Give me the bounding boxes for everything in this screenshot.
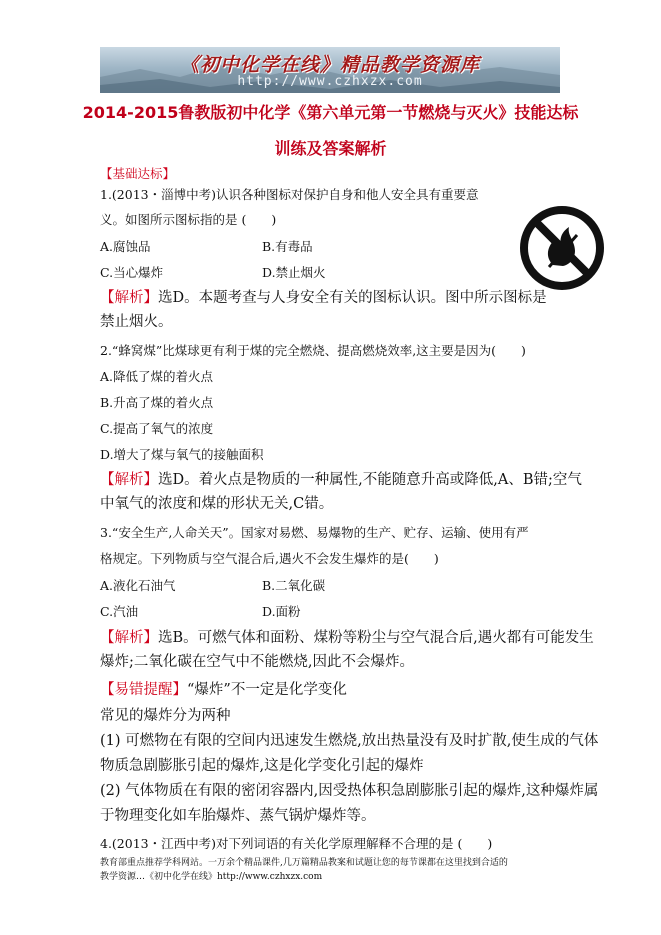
tip-tag: 【易错提醒】: [100, 682, 187, 698]
banner-url[interactable]: http://www.czhxzx.com: [237, 74, 423, 89]
explanation-tag: 【解析】: [100, 630, 158, 646]
q1-stem-line1: 1.(2013・淄博中考)认识各种图标对保护自身和他人安全具有重要意: [100, 187, 479, 202]
q4-stem: 4.(2013・江西中考)对下列词语的有关化学原理解释不合理的是 ( ): [100, 836, 493, 851]
q3-option-b: B.二氧化碳: [262, 578, 326, 593]
q1-option-d: D.禁止烟火: [262, 265, 326, 280]
q1-explanation-text: 选D。本题考查与人身安全有关的图标认识。图中所示图标是: [158, 290, 547, 306]
q3-option-d: D.面粉: [262, 604, 301, 619]
q1-option-a: A.腐蚀品: [100, 239, 151, 254]
tip-heading: [100, 678, 347, 699]
document-title-line2: 训练及答案解析: [274, 139, 387, 158]
q2-option-b: B.升高了煤的着火点: [100, 395, 214, 410]
footer-line1: 教育部重点推荐学科网站。一万余个精品课件,几万篇精品教案和试题让您的每节课都在这里找到合适的: [100, 858, 508, 868]
q1-explanation-line2: 禁止烟火。: [100, 314, 173, 330]
tip-point2-line1: (2) 气体物质在有限的密闭容器内,因受热体积急剧膨胀引起的爆炸,这种爆炸属: [100, 783, 599, 799]
footer-line2[interactable]: 教学资源…《初中化学在线》http://www.czhxzx.com: [100, 872, 323, 882]
q1-stem-line2: 义。如图所示图标指的是 ( ): [100, 212, 277, 227]
document-title-line1: 2014-2015鲁教版初中化学《第六单元第一节燃烧与灭火》技能达标: [82, 103, 579, 122]
q3-option-c: C.汽油: [100, 604, 139, 619]
q1-option-b: B.有毒品: [262, 239, 313, 254]
tip-intro: 常见的爆炸分为两种: [100, 708, 231, 724]
banner-title: 《初中化学在线》精品教学资源库: [179, 54, 480, 76]
q2-stem: 2.“蜂窝煤”比煤球更有利于煤的完全燃烧、提高燃烧效率,这主要是因为( ): [100, 343, 526, 358]
q3-option-a: A.液化石油气: [100, 578, 176, 593]
page-footer: [100, 856, 570, 884]
q3-explanation-text: 选B。可燃气体和面粉、煤粉等粉尘与空气混合后,遇火都有可能发生: [158, 630, 594, 646]
tip-point1-line2: 物质急剧膨胀引起的爆炸,这是化学变化引起的爆炸: [100, 758, 424, 774]
explanation-tag: 【解析】: [100, 290, 158, 306]
tip-heading-text: “爆炸”不一定是化学变化: [187, 682, 347, 698]
q1-explanation-line1: [100, 286, 547, 307]
header-banner: [100, 47, 560, 93]
q2-explanation-text: 选D。着火点是物质的一种属性,不能随意升高或降低,A、B错;空气: [158, 472, 582, 488]
tip-point2-line2: 于物理变化如车胎爆炸、蒸气锅炉爆炸等。: [100, 808, 376, 824]
q3-explanation-line2: 爆炸;二氧化碳在空气中不能燃烧,因此不会爆炸。: [100, 654, 414, 670]
q1-option-c: C.当心爆炸: [100, 265, 164, 280]
tip-point1-line1: (1) 可燃物在有限的空间内迅速发生燃烧,放出热量没有及时扩散,使生成的气体: [100, 733, 599, 749]
no-fire-sign-icon: [519, 205, 605, 291]
section-basic-heading: 【基础达标】: [100, 166, 176, 181]
q3-explanation-line1: [100, 626, 594, 647]
q2-explanation-line1: [100, 468, 582, 489]
q2-explanation-line2: 中氧气的浓度和煤的形状无关,C错。: [100, 496, 334, 512]
explanation-tag: 【解析】: [100, 472, 158, 488]
q2-option-c: C.提高了氧气的浓度: [100, 421, 214, 436]
q3-stem-line2: 格规定。下列物质与空气混合后,遇火不会发生爆炸的是( ): [100, 551, 439, 566]
q2-option-d: D.增大了煤与氧气的接触面积: [100, 447, 264, 462]
q3-stem-line1: 3.“安全生产,人命关天”。国家对易燃、易爆物的生产、贮存、运输、使用有严: [100, 525, 529, 540]
q2-option-a: A.降低了煤的着火点: [100, 369, 214, 384]
